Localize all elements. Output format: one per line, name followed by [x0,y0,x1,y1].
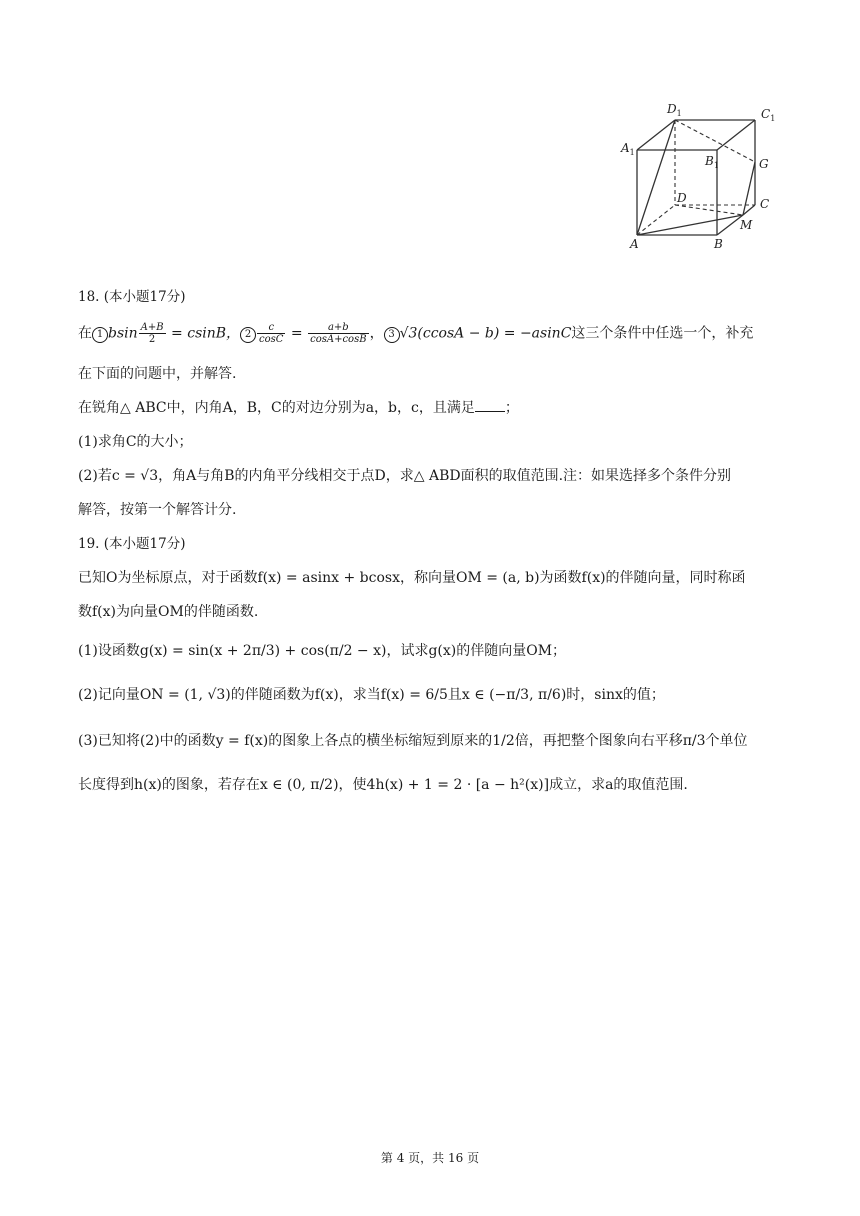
cond1-fraction [139,322,166,345]
page-footer: 第 4 页，共 16 页 [380,1151,480,1165]
label-d1: $D_1$ [667,102,682,118]
cond1-frac-num: A+B [140,322,164,333]
label-b: B [714,237,723,251]
q19-part1: (1)设函数g(x) = sin(x + 2π/3) + cos(π/2 − x)，试求g(x)的伴随向量OM； [78,643,567,659]
q19-part2: (2)记向量ON = (1, √3)的伴随函数为f(x)，求当f(x) = 6/5且x ∈ (−π/3, π/6)时，sinx的值； [78,687,665,703]
cond2-marker: 2 [240,327,256,343]
q19-line1: 已知O为坐标原点，对于函数f(x) = asinx + bcosx，称向量OM = (a, b)为函数f(x)的伴随向量，同时称函 [78,570,746,586]
cond3-marker: 3 [384,327,400,343]
q18-line3-pre: 在锐角△ ABC中，内角A，B，C的对边分别为a，b，c，且满足 [78,400,475,416]
cond2-fraction-2 [308,322,368,345]
q18-line1-tail: 这三个条件中任选一个，补充 [571,325,754,342]
label-a: A [630,237,639,251]
cond2-frac1-num: c [257,322,285,334]
q19-part3-line1: (3)已知将(2)中的函数y = f(x)的图象上各点的横坐标缩短到原来的1/2倍，再把整个图象向右平移π/3个单位 [78,733,748,749]
cond1-expr-a: bsin [108,325,138,342]
answer-blank [475,399,505,412]
cube-figure [615,98,790,258]
cond2-tail: ， [369,325,384,342]
q18-part2-line1: (2)若c = √3，角A与角B的内角平分线相交于点D，求△ ABD面积的取值范围.注：如果选择多个条件分别 [78,468,732,484]
q18-header: 18. (本小题17分) [78,289,186,305]
cond2-frac2-num: a+b [308,322,368,334]
cond3-expr: √3(ccosA − b) = −asinC [399,325,572,342]
cond2-frac2-den: cosA+cosB [310,334,367,345]
q18-part2-line2: 解答，按第一个解答计分. [78,502,237,518]
q18-line1 [78,322,753,345]
q18-part1: (1)求角C的大小； [78,434,193,450]
cube-diagram [615,98,790,258]
label-c: C [760,197,770,211]
label-m: M [740,218,753,232]
q19-header: 19. (本小题17分) [78,536,186,552]
q19-line2: 数f(x)为向量OM的伴随函数. [78,604,259,620]
label-a1: $A_1$ [621,141,635,157]
cond1-marker: 1 [92,327,108,343]
label-b1: $B_1$ [705,154,719,170]
label-d: D [677,191,687,205]
q19-part3-line2: 长度得到h(x)的图象，若存在x ∈ (0, π/2)，使4h(x) + 1 = 2 · [a − h²(x)]成立，求a的取值范围. [78,777,688,793]
cond1-expr-b: = csinB， [166,325,241,342]
label-c1: $C_1$ [761,107,776,123]
cond2-fraction-1 [257,322,285,345]
q18-line1-pre: 在 [78,325,92,342]
cond1-frac-den: 2 [148,334,156,345]
q18-line2: 在下面的问题中，并解答. [78,366,237,382]
q18-line3 [78,397,519,419]
cond2-eq: = [286,325,308,342]
cond2-frac1-den: cosC [259,334,284,345]
q18-line3-tail: ； [504,400,519,416]
label-g: G [759,157,769,171]
